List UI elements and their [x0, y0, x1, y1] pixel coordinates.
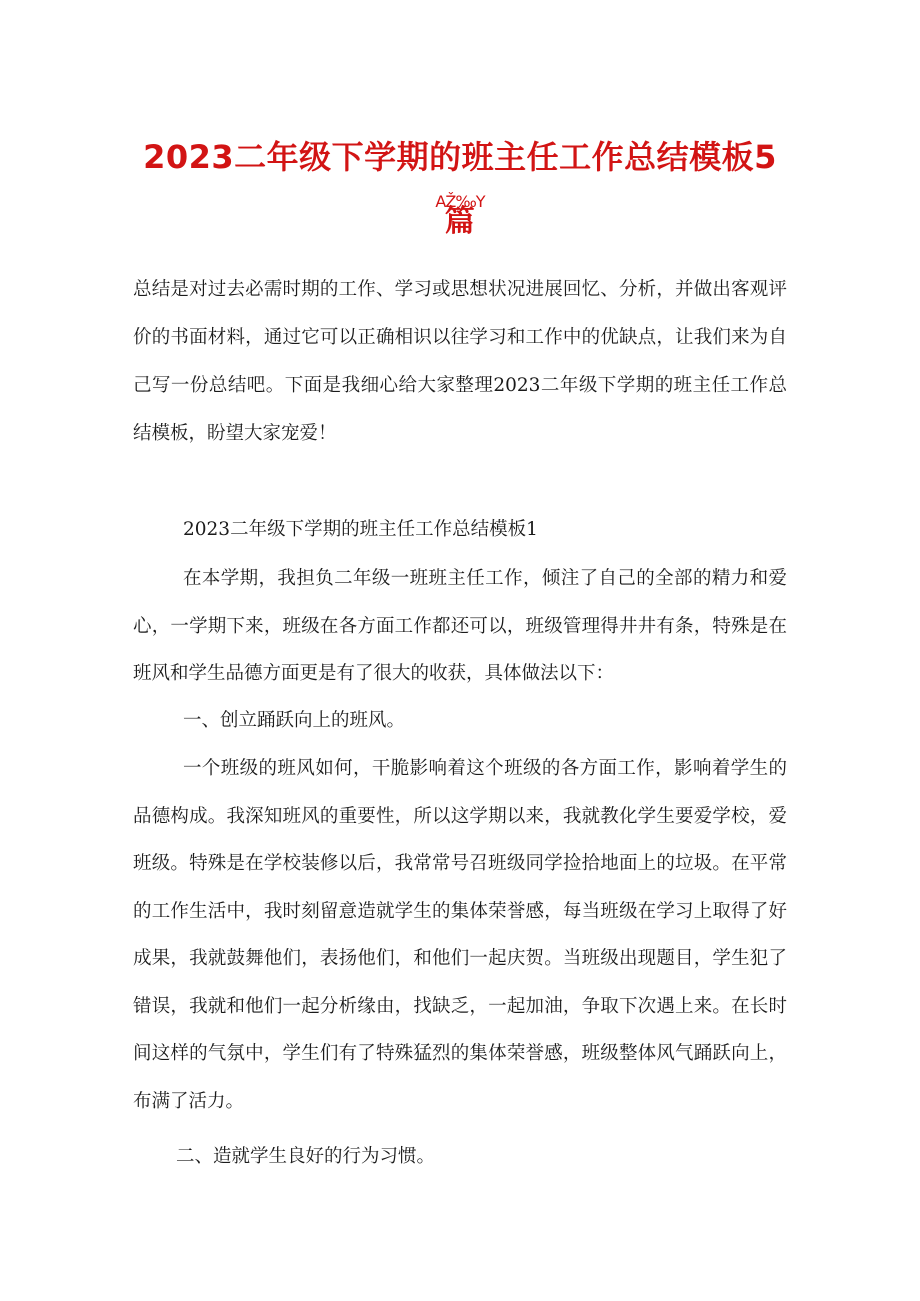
- title-garbled-glyphs: AŽ‰Y: [435, 192, 485, 211]
- document-title: 2023二年级下学期的班主任工作总结模板5: [143, 138, 777, 176]
- point-heading: 一、创立踊跃向上的班风。: [183, 710, 406, 731]
- point-body-paragraph: 一个班级的班风如何，干脆影响着这个班级的各方面工作，影响着学生的品德构成。我深知班风的重要性，所以这学期以来，我就教化学生要爱学校，爱班级。特殊是在学校装修以后，我常常号召班级同学捡拾地面上的垃圾。在平常的工作生活中，我时刻留意造就学生的集体荣誉感，每当班级在学习上取得了好成果，我就鼓舞他们，表扬他们，和他们一起庆贺。当班级出现题目，学生犯了错误，我就和他们一起分析缘由，找缺乏，一起加油，争取下次遇上来。在长时间这样的气氛中，学生们有了特殊猛烈的集体荣誉感，班级整体风气踊跃向上，布满了活力。: [133, 758, 787, 1112]
- section-heading: 2023二年级下学期的班主任工作总结模板1: [183, 519, 538, 540]
- point-heading: 二、造就学生良好的行为习惯。: [176, 1146, 436, 1167]
- section-paragraph: 在本学期，我担负二年级一班班主任工作，倾注了自己的全部的精力和爱心，一学期下来，班级在各方面工作都还可以，班级管理得井井有条，特殊是在班风和学生品德方面更是有了很大的收获，具体做法以下：: [133, 568, 787, 684]
- document-title-continued: 篇: [444, 204, 476, 239]
- intro-paragraph: 总结是对过去必需时期的工作、学习或思想状况进展回忆、分析，并做出客观评价的书面材料，通过它可以正确相识以往学习和工作中的优缺点，让我们来为自己写一份总结吧。下面是我细心给大家整理2023二年级下学期的班主任工作总结模板，盼望大家宠爱！: [133, 279, 787, 444]
